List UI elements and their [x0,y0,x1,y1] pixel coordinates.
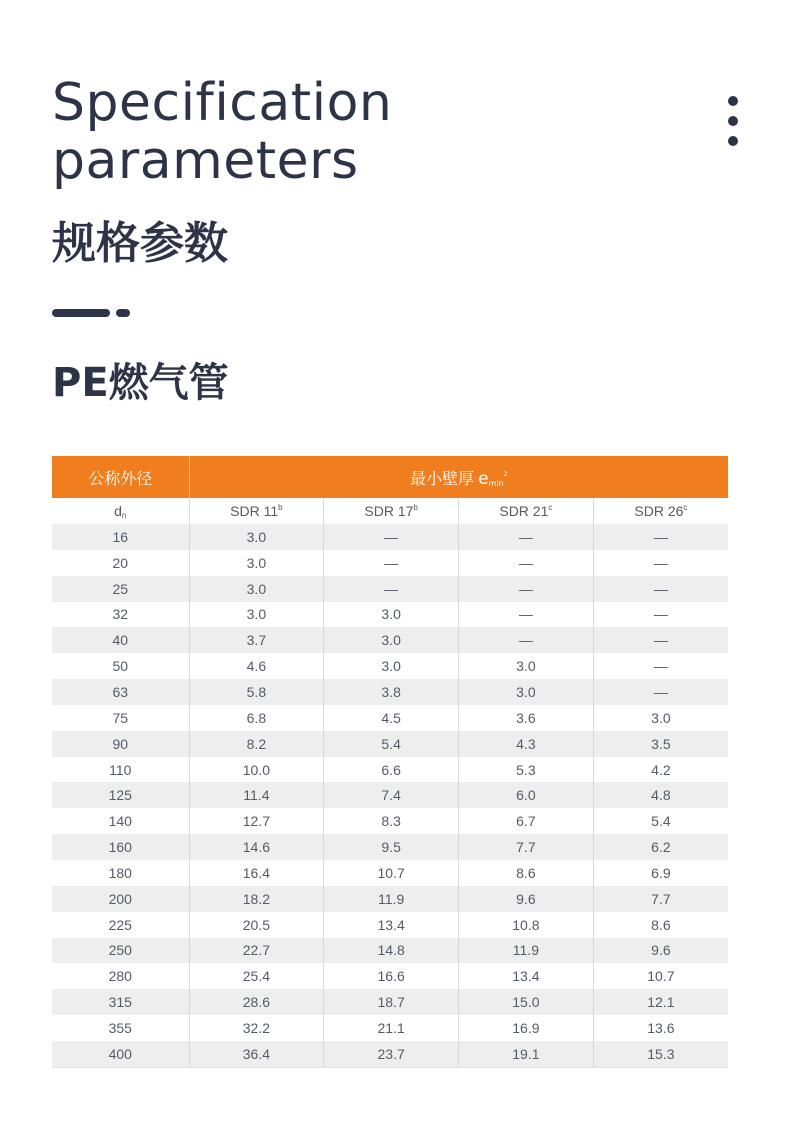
sdr21-cell: 9.6 [459,886,594,912]
sdr26-cell: 10.7 [593,963,728,989]
sdr26-cell: — [593,602,728,628]
dn-cell: 20 [52,550,189,576]
sdr11-cell: 10.0 [189,757,324,783]
sdr17-cell: 23.7 [324,1041,459,1067]
table-header-row [52,456,728,498]
sdr26-cell: 7.7 [593,886,728,912]
sdr11-cell: 18.2 [189,886,324,912]
sdr11-cell: 6.8 [189,705,324,731]
sdr17-cell: 16.6 [324,963,459,989]
dn-cell: 200 [52,886,189,912]
sdr26-cell: 5.4 [593,808,728,834]
table-row [52,808,728,834]
sdr21-cell: 3.0 [459,679,594,705]
sdr21-cell: — [459,524,594,550]
sdr11-cell: 11.4 [189,782,324,808]
table-row [52,1015,728,1041]
product-subtitle: PE燃气管 [52,360,229,406]
dn-cell: 225 [52,912,189,938]
table-row [52,576,728,602]
dn-cell: 75 [52,705,189,731]
kebab-dot [728,116,738,126]
sdr21-cell: — [459,550,594,576]
dn-cell: 90 [52,731,189,757]
sdr11-cell: 4.6 [189,653,324,679]
table-row [52,860,728,886]
sdr17-cell: 21.1 [324,1015,459,1041]
sdr17-cell: 7.4 [324,782,459,808]
emin-symbol: $e_{min}^2$ [478,468,508,489]
sdr17-cell: 4.5 [324,705,459,731]
sdr26-cell: 4.2 [593,757,728,783]
min-wall-label: 最小壁厚 [410,468,475,488]
sdr11-header: SDR 11$^b$ [189,498,324,524]
sdr17-cell: 9.5 [324,834,459,860]
table-row [52,524,728,550]
sdr21-cell: 4.3 [459,731,594,757]
sdr26-cell: 6.9 [593,860,728,886]
sdr26-cell: 12.1 [593,989,728,1015]
sdr21-cell: 16.9 [459,1015,594,1041]
dn-header: $d_n$ [52,498,189,524]
sdr17-cell: 13.4 [324,912,459,938]
table-row [52,834,728,860]
page-title-en [52,74,392,190]
title-divider [52,309,132,317]
sdr26-cell: — [593,524,728,550]
sdr11-cell: 3.0 [189,550,324,576]
table-subheader-row [52,498,728,524]
sdr11-cell: 3.0 [189,576,324,602]
sdr17-cell: 3.0 [324,627,459,653]
spec-table-body [52,524,728,1067]
dn-cell: 40 [52,627,189,653]
dn-cell: 110 [52,757,189,783]
sdr17-cell: — [324,576,459,602]
sdr17-cell: 3.0 [324,602,459,628]
sdr21-cell: — [459,602,594,628]
table-row [52,653,728,679]
sdr21-header: SDR 21$^c$ [459,498,594,524]
table-row [52,705,728,731]
table-row [52,963,728,989]
spec-table [52,456,728,1068]
sdr11-cell: 14.6 [189,834,324,860]
table-row [52,679,728,705]
kebab-dot [728,136,738,146]
sdr11-cell: 12.7 [189,808,324,834]
sdr21-cell: 3.6 [459,705,594,731]
sdr21-cell: 13.4 [459,963,594,989]
sdr11-cell: 16.4 [189,860,324,886]
min-wall-thickness-header [189,456,728,498]
sdr11-cell: 36.4 [189,1041,324,1067]
table-row [52,782,728,808]
dn-cell: 280 [52,963,189,989]
sdr11-cell: 28.6 [189,989,324,1015]
sdr21-cell: 19.1 [459,1041,594,1067]
sdr26-cell: 9.6 [593,938,728,964]
dn-cell: 50 [52,653,189,679]
sdr11-cell: 8.2 [189,731,324,757]
dn-cell: 400 [52,1041,189,1067]
dn-cell: 160 [52,834,189,860]
dn-cell: 250 [52,938,189,964]
table-row [52,757,728,783]
table-row [52,938,728,964]
dn-cell: 315 [52,989,189,1015]
sdr26-cell: — [593,653,728,679]
sdr21-cell: 8.6 [459,860,594,886]
sdr26-cell: — [593,627,728,653]
dn-cell: 140 [52,808,189,834]
dn-cell: 355 [52,1015,189,1041]
divider-long-bar [52,309,110,317]
sdr26-cell: 3.0 [593,705,728,731]
kebab-dot [728,96,738,106]
sdr26-cell: 4.8 [593,782,728,808]
sdr11-cell: 20.5 [189,912,324,938]
sdr21-cell: 7.7 [459,834,594,860]
sdr26-cell: — [593,576,728,602]
table-row [52,602,728,628]
sdr26-cell: — [593,550,728,576]
dn-cell: 180 [52,860,189,886]
table-row [52,886,728,912]
sdr17-cell: — [324,524,459,550]
sdr26-cell: 6.2 [593,834,728,860]
sdr11-cell: 32.2 [189,1015,324,1041]
dn-cell: 25 [52,576,189,602]
sdr21-cell: — [459,627,594,653]
sdr21-cell: 5.3 [459,757,594,783]
sdr17-cell: 6.6 [324,757,459,783]
kebab-menu-icon[interactable] [727,96,739,152]
sdr21-cell: 15.0 [459,989,594,1015]
sdr17-cell: 3.0 [324,653,459,679]
sdr11-cell: 3.7 [189,627,324,653]
sdr11-cell: 3.0 [189,524,324,550]
sdr11-cell: 22.7 [189,938,324,964]
sdr21-cell: 3.0 [459,653,594,679]
title-en-line-2: parameters [52,131,359,191]
sdr17-cell: — [324,550,459,576]
sdr17-cell: 10.7 [324,860,459,886]
sdr21-cell: 6.0 [459,782,594,808]
sdr21-cell: 10.8 [459,912,594,938]
sdr21-cell: 6.7 [459,808,594,834]
table-row [52,989,728,1015]
sdr17-cell: 8.3 [324,808,459,834]
sdr21-cell: 11.9 [459,938,594,964]
title-en-line-1: Specification [52,73,393,133]
sdr17-cell: 14.8 [324,938,459,964]
table-row [52,550,728,576]
dn-cell: 63 [52,679,189,705]
sdr21-cell: — [459,576,594,602]
table-row [52,912,728,938]
sdr17-cell: 11.9 [324,886,459,912]
sdr17-cell: 18.7 [324,989,459,1015]
sdr26-cell: 8.6 [593,912,728,938]
dn-cell: 125 [52,782,189,808]
sdr26-cell: 3.5 [593,731,728,757]
sdr17-header: SDR 17$^b$ [324,498,459,524]
sdr11-cell: 3.0 [189,602,324,628]
table-row [52,1041,728,1067]
sdr26-header: SDR 26$^c$ [593,498,728,524]
sdr17-cell: 5.4 [324,731,459,757]
sdr26-cell: 15.3 [593,1041,728,1067]
sdr17-cell: 3.8 [324,679,459,705]
table-row [52,627,728,653]
table-row [52,731,728,757]
sdr11-cell: 25.4 [189,963,324,989]
divider-short-bar [116,309,130,317]
page-title-cn: 规格参数 [52,218,228,269]
dn-cell: 32 [52,602,189,628]
sdr26-cell: 13.6 [593,1015,728,1041]
sdr11-cell: 5.8 [189,679,324,705]
nominal-diameter-header: 公称外径 [52,456,189,498]
dn-cell: 16 [52,524,189,550]
sdr26-cell: — [593,679,728,705]
